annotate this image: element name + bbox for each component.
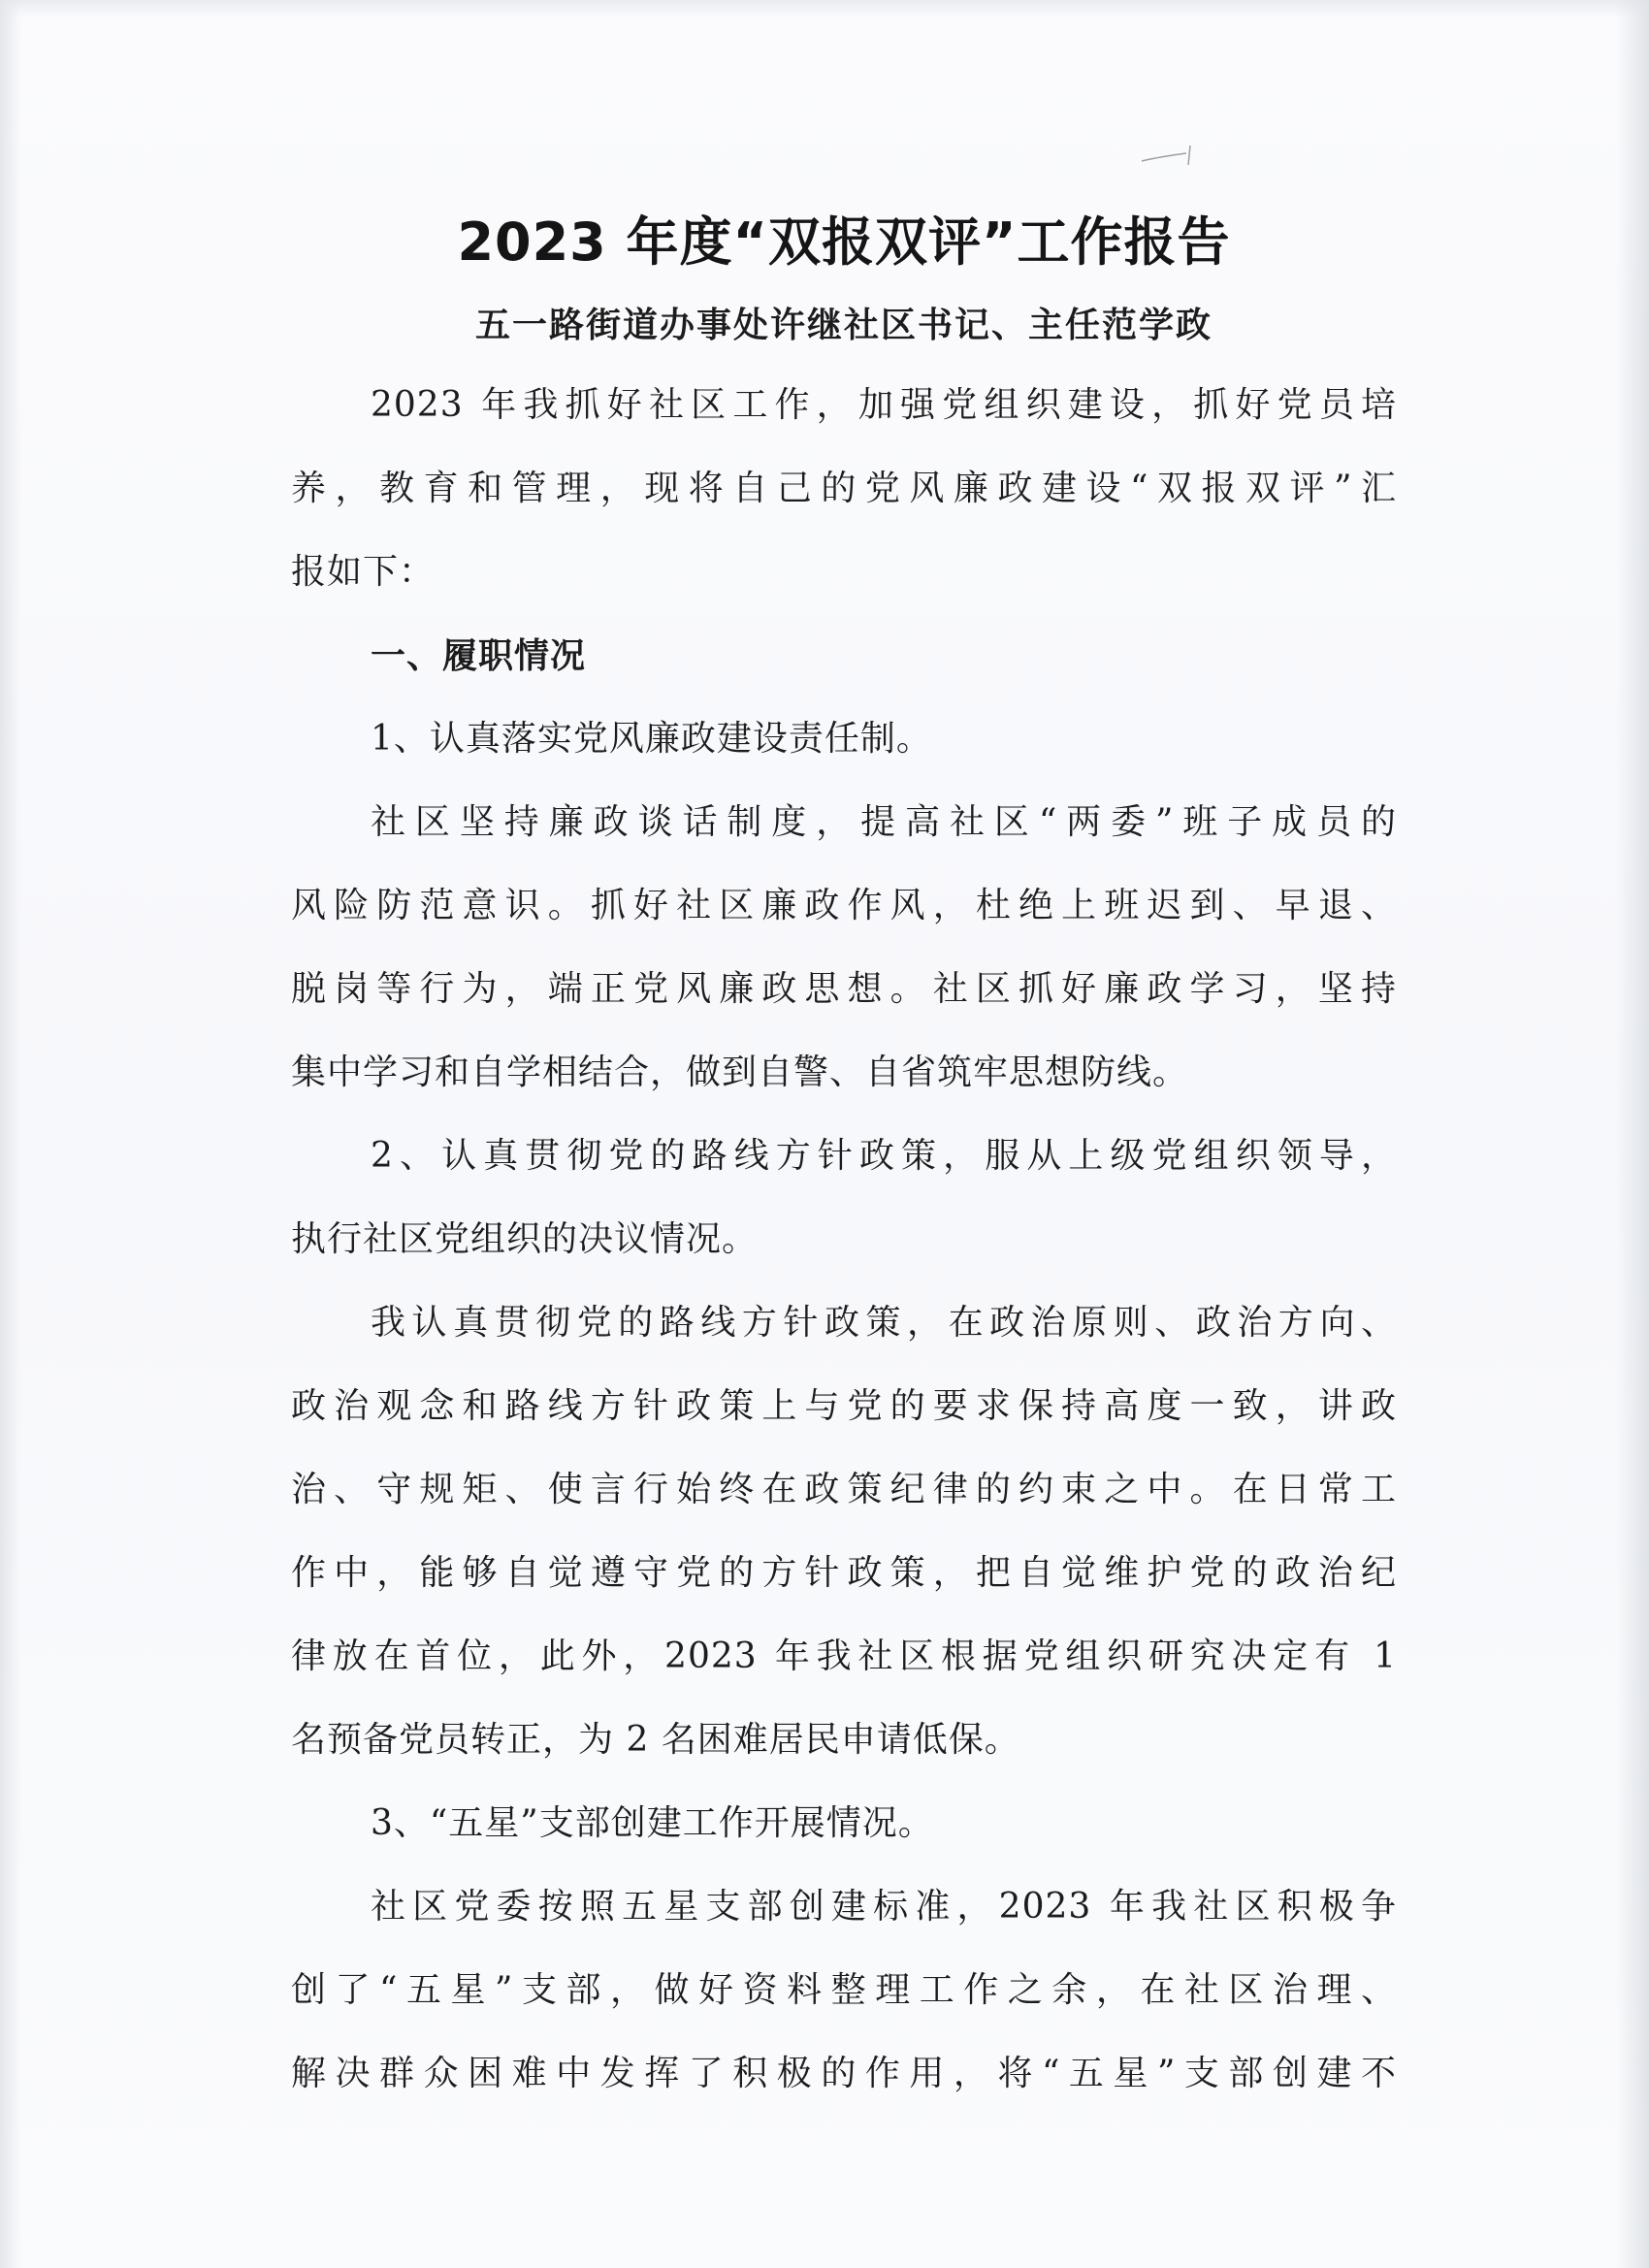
pen-stroke-mark	[1140, 144, 1198, 167]
paragraph-line: 作中，能够自觉遵守党的方针政策，把自觉维护党的政治纪	[291, 1553, 1397, 1593]
scan-shadow-right	[1616, 0, 1649, 2268]
report-body	[291, 199, 1397, 2116]
paragraph-line: 治、守规矩、使言行始终在政策纪律的约束之中。在日常工	[291, 1470, 1397, 1509]
paragraph-line: 律放在首位，此外，2023 年我社区根据党组织研究决定有 1	[291, 1636, 1397, 1676]
paragraph-line: 解决群众困难中发挥了积极的作用，将“五星”支部创建不	[291, 2054, 1397, 2093]
paragraph-line: 政治观念和路线方针政策上与党的要求保持高度一致，讲政	[291, 1386, 1397, 1426]
scan-shadow-top	[0, 0, 1649, 17]
paragraph-line: 养，教育和管理，现将自己的党风廉政建设“双报双评”汇	[291, 469, 1397, 508]
paragraph-line: 集中学习和自学相结合，做到自警、自省筑牢思想防线。	[291, 1053, 1189, 1092]
paragraph-line: 名预备党员转正，为 2 名困难居民申请低保。	[291, 1720, 1020, 1760]
paragraph-line: 社区党委按照五星支部创建标准，2023 年我社区积极争	[371, 1887, 1397, 1927]
paragraph-line: 报如下：	[291, 552, 436, 592]
paragraph-line: 创了“五星”支部，做好资料整理工作之余，在社区治理、	[291, 1970, 1397, 2010]
paragraph-line: 2023 年我抓好社区工作，加强党组织建设，抓好党员培	[371, 385, 1397, 425]
paragraph-line: 我认真贯彻党的路线方针政策，在政治原则、政治方向、	[371, 1303, 1397, 1343]
scan-shadow-left	[0, 0, 21, 2268]
paragraph-line: 社区坚持廉政谈话制度，提高社区“两委”班子成员的	[371, 802, 1397, 842]
subsection-heading: 2、认真贯彻党的路线方针政策，服从上级党组织领导，	[371, 1136, 1397, 1176]
subsection-heading: 执行社区党组织的决议情况。	[291, 1219, 759, 1259]
paragraph-line: 风险防范意识。抓好社区廉政作风，杜绝上班迟到、早退、	[291, 886, 1397, 925]
report-title: 2023 年度“双报双评”工作报告	[457, 211, 1231, 273]
section-heading: 一、履职情况	[371, 635, 587, 676]
subsection-heading: 3、“五星”支部创建工作开展情况。	[371, 1803, 934, 1843]
paragraph-line: 脱岗等行为，端正党风廉政思想。社区抓好廉政学习，坚持	[291, 969, 1397, 1009]
report-subtitle: 五一路街道办事处许继社区书记、主任范学政	[474, 305, 1212, 345]
subsection-heading: 1、认真落实党风廉政建设责任制。	[371, 719, 932, 759]
